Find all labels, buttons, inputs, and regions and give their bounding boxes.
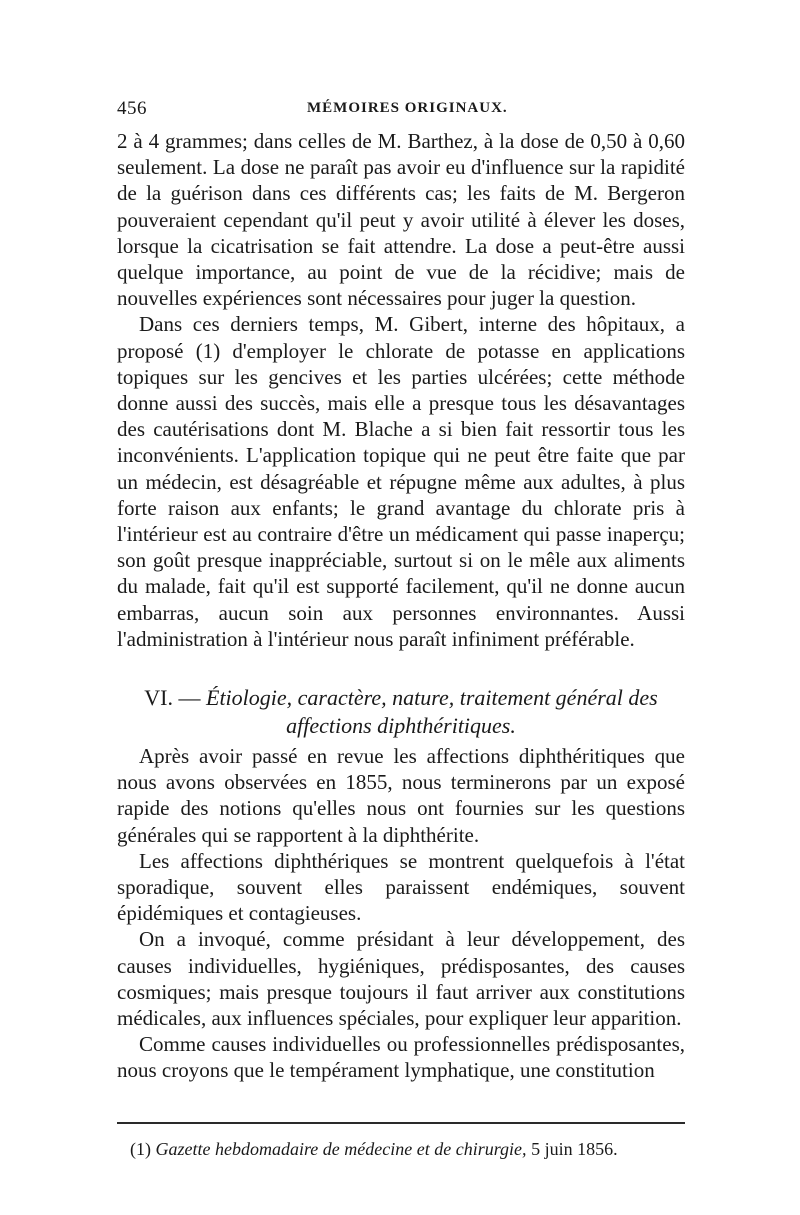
body-text-bottom (117, 743, 685, 1084)
paragraph-individual-causes: Comme causes individuelles ou professionnelles prédisposantes, nous croyons que le tempérament lymphatique, une constitution (117, 1032, 685, 1083)
footnote-rule (117, 1122, 685, 1124)
running-head (117, 98, 685, 122)
paragraph-sporadic: Les affections diphthériques se montrent quelquefois à l'état sporadique, souvent elles paraissent endémiques, souvent épidémiques et contagieuses. (117, 848, 685, 926)
page-number: 456 (117, 98, 147, 119)
footnote (130, 1138, 690, 1160)
footnote-source: Gazette hebdomadaire de médecine et de chirurgie, (155, 1139, 527, 1159)
footnote-date: 5 juin 1856. (531, 1139, 618, 1159)
section-title: Étiologie, caractère, nature, traitement général des affections diphthéritiques. (206, 685, 658, 738)
body-text-top (117, 128, 685, 652)
footnote-marker: (1) (130, 1139, 151, 1159)
running-title: MÉMOIRES ORIGINAUX. (307, 100, 508, 116)
paragraph-causes: On a invoqué, comme présidant à leur développement, des causes individuelles, hygiéniques, prédisposantes, des causes cosmiques; mais presque toujours il faut arriver aux constitutions médicales, aux influences spéciales, pour expliquer leur apparition. (117, 927, 685, 1031)
paragraph-continued: 2 à 4 grammes; dans celles de M. Barthez, à la dose de 0,50 à 0,60 seulement. La dose ne paraît pas avoir eu d'influence sur la rapidité de la guérison dans ces différents cas; les faits de M. Bergeron pouveraient cependant qu'il peut y avoir utilité à élever les doses, lorsque la cicatrisation se fait attendre. La dose a peut-être aussi quelque importance, au point de vue de la récidive; mais de nouvelles expériences sont nécessaires pour juger la question. (117, 129, 685, 311)
section-number: VI. — (144, 685, 201, 710)
paragraph-intro: Après avoir passé en revue les affections diphthéritiques que nous avons observées en 1855, nous terminerons par un exposé rapide des notions qu'elles nous ont fournies sur les questions générales qui se rapportent à la diphthérite. (117, 744, 685, 847)
section-heading (117, 684, 685, 740)
paragraph-gibert: Dans ces derniers temps, M. Gibert, interne des hôpitaux, a proposé (1) d'employer le chlorate de potasse en applications topiques sur les gencives et les parties ulcérées; cette méthode donne aussi des succès, mais elle a presque tous les désavantages des cautérisations dont M. Blache a si bien fait ressortir tous les inconvénients. L'application topique qui ne peut être faite que par un médecin, est désagréable et répugne même aux adultes, à plus forte raison aux enfants; le grand avantage du chlorate pris à l'intérieur est au contraire d'être un médicament qui passe inaperçu; son goût presque inappréciable, surtout si on le mêle aux aliments du malade, fait qu'il est supporté facilement, qu'il ne donne aucun embarras, aucun soin aux personnes environnantes. Aussi l'administration à l'intérieur nous paraît infiniment préférable. (117, 312, 685, 651)
